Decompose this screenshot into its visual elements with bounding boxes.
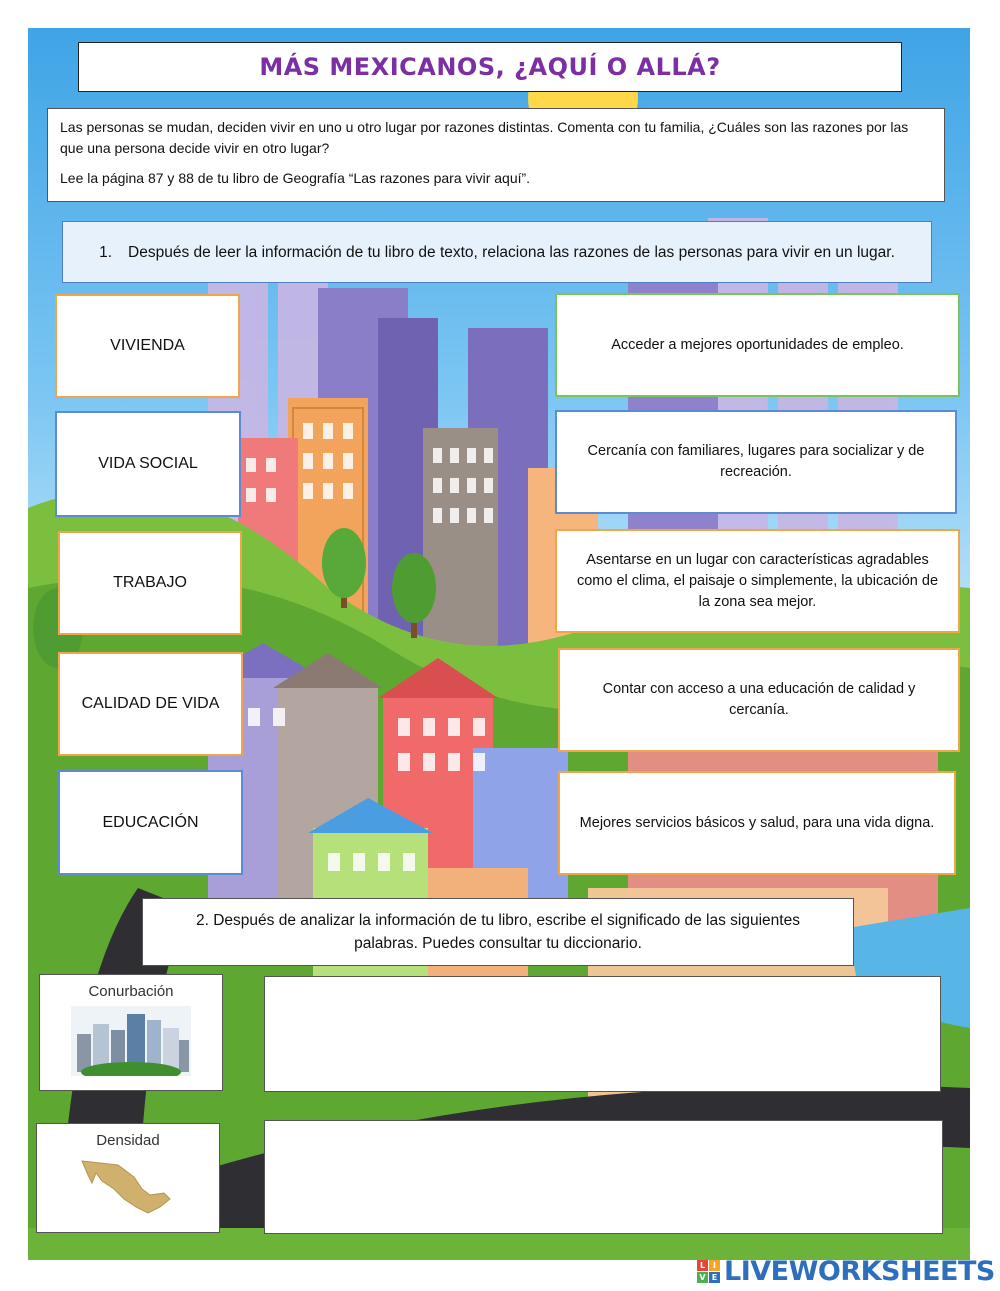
match-right-item-familiares[interactable] [555, 410, 957, 514]
match-right-text: Mejores servicios básicos y salud, para una vida digna. [579, 814, 935, 831]
match-right-item-clima[interactable] [555, 529, 960, 633]
intro-paragraph-1: Las personas se mudan, deciden vivir en uno u otro lugar por razones distintas. Comenta con tu familia, ¿Cuáles son las razones por las que una persona decide vivir en otro lugar? [60, 119, 909, 156]
question-1-number: 1. [99, 243, 113, 261]
logo-letter: I [709, 1260, 720, 1271]
match-right-item-servicios[interactable] [558, 771, 956, 875]
intro-paragraph-2: Lee la página 87 y 88 de tu libro de Geografía “Las razones para vivir aquí”. [60, 170, 531, 186]
answer-field-densidad[interactable] [264, 1120, 943, 1234]
logo-letter: L [697, 1260, 708, 1271]
word-card-densidad [36, 1123, 220, 1233]
match-left-label: TRABAJO [113, 574, 187, 591]
word-label: Conurbación [88, 983, 174, 1000]
intro-box [47, 108, 945, 202]
match-right-text: Contar con acceso a una educación de calidad y cercanía. [602, 681, 916, 718]
logo-letter: E [709, 1272, 720, 1283]
match-left-label: VIDA SOCIAL [98, 455, 198, 472]
match-left-label: EDUCACIÓN [102, 813, 199, 831]
match-left-item-trabajo[interactable] [58, 531, 242, 635]
match-left-label: VIVIENDA [110, 337, 185, 354]
match-right-text: Acceder a mejores oportunidades de empleo. [611, 336, 904, 353]
logo-letter: V [697, 1272, 708, 1283]
mexico-map-icon [78, 1155, 178, 1217]
question-1-text: Después de leer la información de tu libro de texto, relaciona las razones de las personas para vivir en un lugar. [128, 243, 895, 261]
match-left-item-calidad-de-vida[interactable] [58, 652, 243, 756]
city-buildings-icon [71, 1006, 191, 1076]
question-2-text: 2. Después de analizar la información de tu libro, escribe el significado de las siguientes palabras. Puedes consultar tu diccionario. [196, 912, 800, 952]
match-left-label: CALIDAD DE VIDA [81, 695, 220, 712]
liveworksheets-logo-icon [697, 1260, 720, 1283]
question-1 [99, 241, 895, 264]
match-right-text: Asentarse en un lugar con características agradables como el clima, el paisaje o simplemente, la ubicación de la zona sea mejor. [576, 551, 939, 610]
liveworksheets-logo-text: LIVEWORKSHEETS [724, 1255, 995, 1287]
match-left-item-educacion[interactable] [58, 770, 243, 875]
worksheet-title: MÁS MEXICANOS, ¿AQUÍ O ALLÁ? [259, 53, 721, 81]
match-left-item-vida-social[interactable] [55, 411, 241, 517]
match-right-text: Cercanía con familiares, lugares para socializar y de recreación. [587, 443, 925, 480]
word-label: Densidad [96, 1132, 160, 1149]
word-card-conurbacion [39, 974, 223, 1091]
question-1-box [62, 221, 932, 283]
match-left-item-vivienda[interactable] [55, 294, 240, 398]
worksheet-title-box [78, 42, 902, 92]
liveworksheets-logo [697, 1256, 995, 1286]
match-right-item-educacion[interactable] [558, 648, 960, 752]
answer-field-conurbacion[interactable] [264, 976, 941, 1092]
match-right-item-empleo[interactable] [555, 293, 960, 397]
question-2-box [142, 898, 854, 966]
